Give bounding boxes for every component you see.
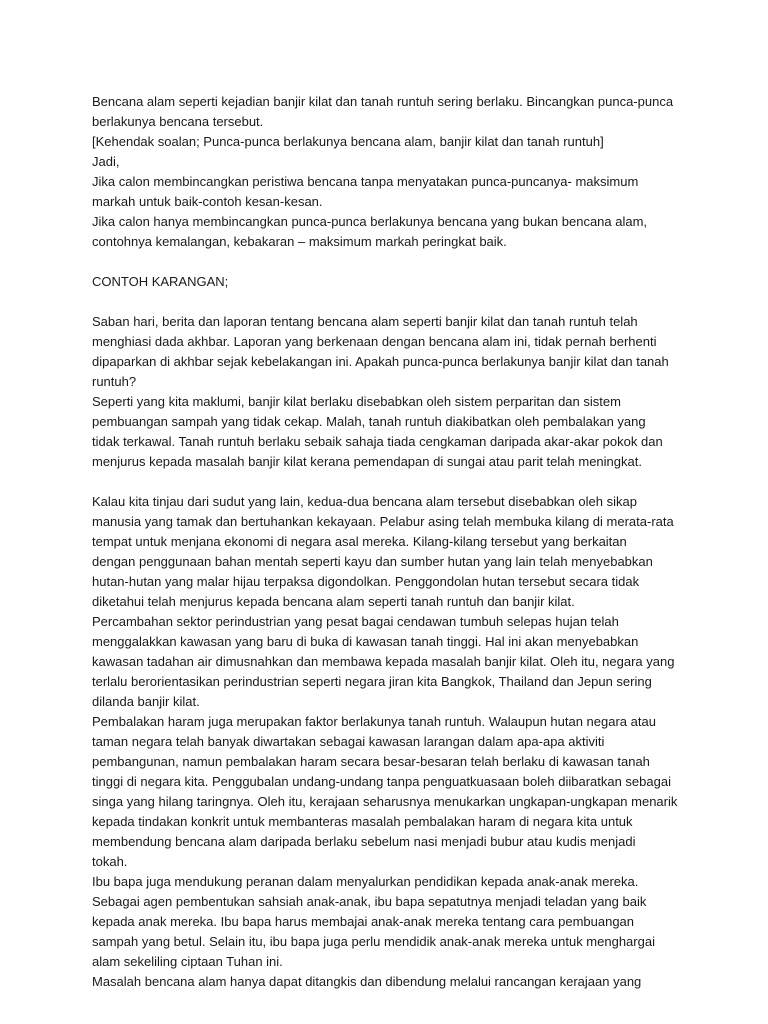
blank-line — [92, 472, 702, 492]
text-line: Kalau kita tinjau dari sudut yang lain, kedua-dua bencana alam tersebut disebabkan oleh sikap — [92, 494, 637, 509]
blank-line — [92, 292, 702, 312]
document-body — [92, 92, 702, 992]
text-line: markah untuk baik-contoh kesan-kesan. — [92, 194, 323, 209]
text-line: kawasan tadahan air dimusnahkan dan membawa kepada masalah banjir kilat. Oleh itu, negara yang — [92, 654, 675, 669]
text-line: menghiasi dada akhbar. Laporan yang berkenaan dengan bencana alam ini, tidak pernah berhenti — [92, 334, 657, 349]
text-line: hutan-hutan yang malar hijau terpaksa digondolkan. Penggondolan hutan tersebut secara tidak — [92, 574, 640, 589]
text-line: sampah yang betul. Selain itu, ibu bapa juga perlu mendidik anak-anak mereka untuk menghargai — [92, 934, 655, 949]
text-line: dengan penggunaan bahan mentah seperti kayu dan sumber hutan yang lain telah menyebabkan — [92, 554, 653, 569]
text-line: pembuangan sampah yang tidak cekap. Malah, tanah runtuh diakibatkan oleh pembalakan yang — [92, 414, 646, 429]
blank-line — [92, 252, 702, 272]
text-line: Jika calon hanya membincangkan punca-punca berlakunya bencana yang bukan bencana alam, — [92, 214, 648, 229]
text-line: kepada anak mereka. Ibu bapa harus membajai anak-anak mereka tentang cara pembuangan — [92, 914, 635, 929]
text-line: Saban hari, berita dan laporan tentang bencana alam seperti banjir kilat dan tanah runtuh telah — [92, 314, 638, 329]
text-line: Pembalakan haram juga merupakan faktor berlakunya tanah runtuh. Walaupun hutan negara atau — [92, 714, 656, 729]
text-line: runtuh? — [92, 374, 137, 389]
text-line: pembangunan, namun pembalakan haram secara besar-besaran telah berlaku di kawasan tanah — [92, 754, 650, 769]
text-line: tidak terkawal. Tanah runtuh berlaku sebaik sahaja tiada cengkaman daripada akar-akar pokok dan — [92, 434, 663, 449]
text-line: kepada tindakan konkrit untuk membanteras masalah pembalakan haram di negara kita untuk — [92, 814, 633, 829]
text-line: CONTOH KARANGAN; — [92, 274, 229, 289]
text-line: [Kehendak soalan; Punca-punca berlakunya bencana alam, banjir kilat dan tanah runtuh] — [92, 134, 604, 149]
text-line: terlalu berorientasikan perindustrian seperti negara jiran kita Bangkok, Thailand dan Jepun sering — [92, 674, 652, 689]
text-line: singa yang hilang taringnya. Oleh itu, kerajaan seharusnya menukarkan ungkapan-ungkapan menarik — [92, 794, 678, 809]
text-line: Ibu bapa juga mendukung peranan dalam menyalurkan pendidikan kepada anak-anak mereka. — [92, 874, 639, 889]
text-line: dilanda banjir kilat. — [92, 694, 200, 709]
text-line: manusia yang tamak dan bertuhankan kekayaan. Pelabur asing telah membuka kilang di merata-rata — [92, 514, 674, 529]
text-line: menjurus kepada masalah banjir kilat kerana pemendapan di sungai atau parit telah meningkat. — [92, 454, 642, 469]
text-line: membendung bencana alam daripada berlaku sebelum nasi menjadi bubur atau kudis menjadi — [92, 834, 636, 849]
text-line: Percambahan sektor perindustrian yang pesat bagai cendawan tumbuh selepas hujan telah — [92, 614, 619, 629]
text-line: Jadi, — [92, 154, 120, 169]
text-line: diketahui telah menjurus kepada bencana alam seperti tanah runtuh dan banjir kilat. — [92, 594, 575, 609]
text-line: contohnya kemalangan, kebakaran – maksimum markah peringkat baik. — [92, 234, 507, 249]
text-line: Bencana alam seperti kejadian banjir kilat dan tanah runtuh sering berlaku. Bincangkan punca-punca — [92, 94, 674, 109]
text-line: Jika calon membincangkan peristiwa bencana tanpa menyatakan punca-puncanya- maksimum — [92, 174, 639, 189]
text-line: Seperti yang kita maklumi, banjir kilat berlaku disebabkan oleh sistem perparitan dan sistem — [92, 394, 621, 409]
text-line: alam sekeliling ciptaan Tuhan ini. — [92, 954, 283, 969]
text-line: Masalah bencana alam hanya dapat ditangkis dan dibendung melalui rancangan kerajaan yang — [92, 974, 642, 989]
text-line: Sebagai agen pembentukan sahsiah anak-anak, ibu bapa sepatutnya menjadi teladan yang baik — [92, 894, 647, 909]
text-line: berlakunya bencana tersebut. — [92, 114, 264, 129]
text-line: dipaparkan di akhbar sejak kebelakangan ini. Apakah punca-punca berlakunya banjir kilat dan tanah — [92, 354, 669, 369]
text-line: tinggi di negara kita. Penggubalan undang-undang tanpa penguatkuasaan boleh diibaratkan sebagai — [92, 774, 671, 789]
text-line: taman negara telah banyak diwartakan sebagai kawasan larangan dalam apa-apa aktiviti — [92, 734, 605, 749]
text-line: tokah. — [92, 854, 128, 869]
text-line: tempat untuk menjana ekonomi di negara asal mereka. Kilang-kilang tersebut yang berkaitan — [92, 534, 627, 549]
text-line: menggalakkan kawasan yang baru di buka di kawasan tanah tinggi. Hal ini akan menyebabkan — [92, 634, 639, 649]
